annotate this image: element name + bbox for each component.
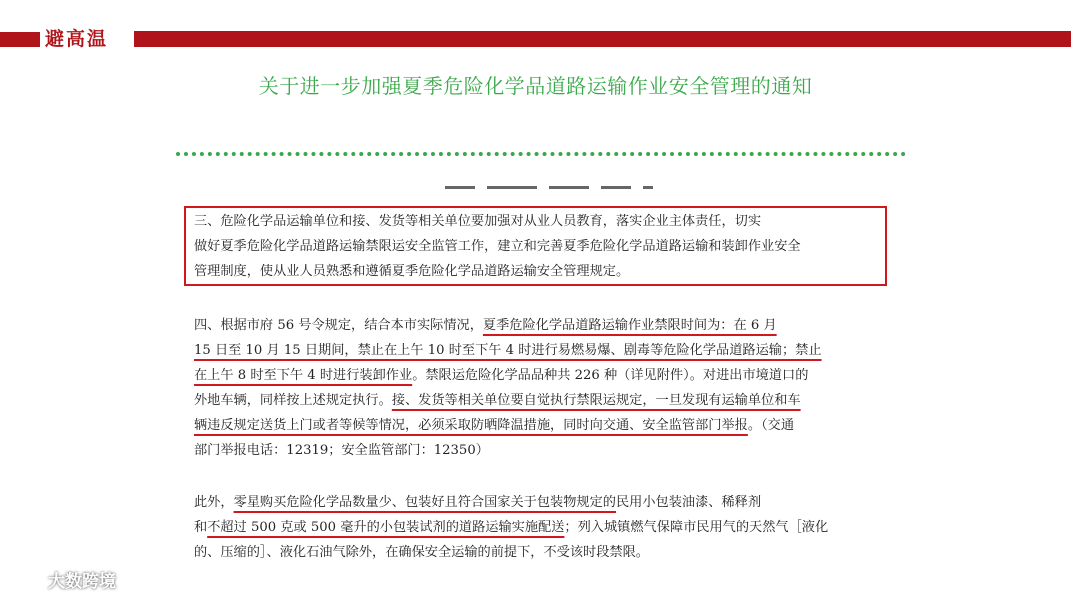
underlined-text: 在上午 8 时至下午 4 时进行装卸作业	[194, 368, 413, 383]
underlined-text: 零星购买危险化学品数量少、包装好且符合国家关于包装物规定的	[233, 495, 616, 510]
underlined-text: 辆违反规定送货上门或者等候等情况，必须采取防晒降温措施，同时向交通、安全监管部门举报	[194, 418, 748, 433]
text-span: 部门举报电话：12319；安全监管部门：12350）	[194, 443, 489, 458]
section5-line	[194, 540, 828, 565]
section3-line: 做好夏季危险化学品道路运输禁限运安全监管工作，建立和完善夏季危险化学品道路运输和装卸作业安全	[194, 239, 801, 254]
header-bar-left	[0, 32, 40, 47]
section3-paragraph	[194, 209, 801, 284]
header-bar-right	[134, 31, 1071, 47]
section4-paragraph	[194, 313, 822, 463]
section3-line: 管理制度，使从业人员熟悉和遵循夏季危险化学品道路运输安全管理规定。	[194, 264, 630, 279]
section5-paragraph	[194, 490, 828, 565]
text-span: 。（交通	[747, 418, 795, 433]
section4-line	[194, 438, 822, 463]
section4-line	[194, 413, 822, 438]
chat-bubbles-icon	[10, 568, 44, 590]
section4-line	[194, 338, 822, 363]
text-span: 。禁限运危险化学品品种共 226 种（详见附件）。对进出市境道口的	[412, 368, 809, 383]
section5-line	[194, 490, 828, 515]
cropped-text-line	[445, 181, 685, 191]
underlined-text: 15 日至 10 月 15 日期间，禁止在上午 10 时至下午 4 时进行易燃易爆、剧毒等危险化学品道路运输；禁止	[194, 343, 822, 358]
section4-line	[194, 313, 822, 338]
header-title: 避高温	[45, 28, 109, 50]
text-span: 外地车辆，同样按上述规定执行。	[194, 393, 392, 408]
document-title: 关于进一步加强夏季危险化学品道路运输作业安全管理的通知	[258, 74, 813, 98]
text-span: ；列入城镇燃气保障市民用气的天然气［液化	[564, 520, 829, 535]
underlined-text: 夏季危险化学品道路运输作业禁限时间为：在 6 月	[482, 318, 777, 333]
text-span: 的、压缩的］、液化石油气除外，在确保安全运输的前提下，不受该时段禁限。	[194, 545, 649, 560]
section5-line	[194, 515, 828, 540]
text-span: 此外，	[194, 495, 234, 510]
text-span: 民用小包装油漆、稀释剂	[616, 495, 762, 510]
text-span: 和	[194, 520, 208, 535]
text-span: 四、根据市府 56 号令规定，结合本市实际情况，	[194, 318, 483, 333]
watermark	[10, 566, 116, 592]
section4-line	[194, 388, 822, 413]
underlined-text: 不超过 500 克或 500 毫升的小包装试剂的道路运输实施配送	[207, 520, 565, 535]
watermark-text: 大数跨境	[48, 571, 116, 592]
title-divider	[176, 152, 906, 156]
section4-line	[194, 363, 822, 388]
underlined-text: 接、发货等相关单位要自觉执行禁限运规定，一旦发现有运输单位和车	[391, 393, 801, 408]
section3-line: 三、危险化学品运输单位和接、发货等相关单位要加强对从业人员教育，落实企业主体责任，切实	[194, 214, 762, 229]
